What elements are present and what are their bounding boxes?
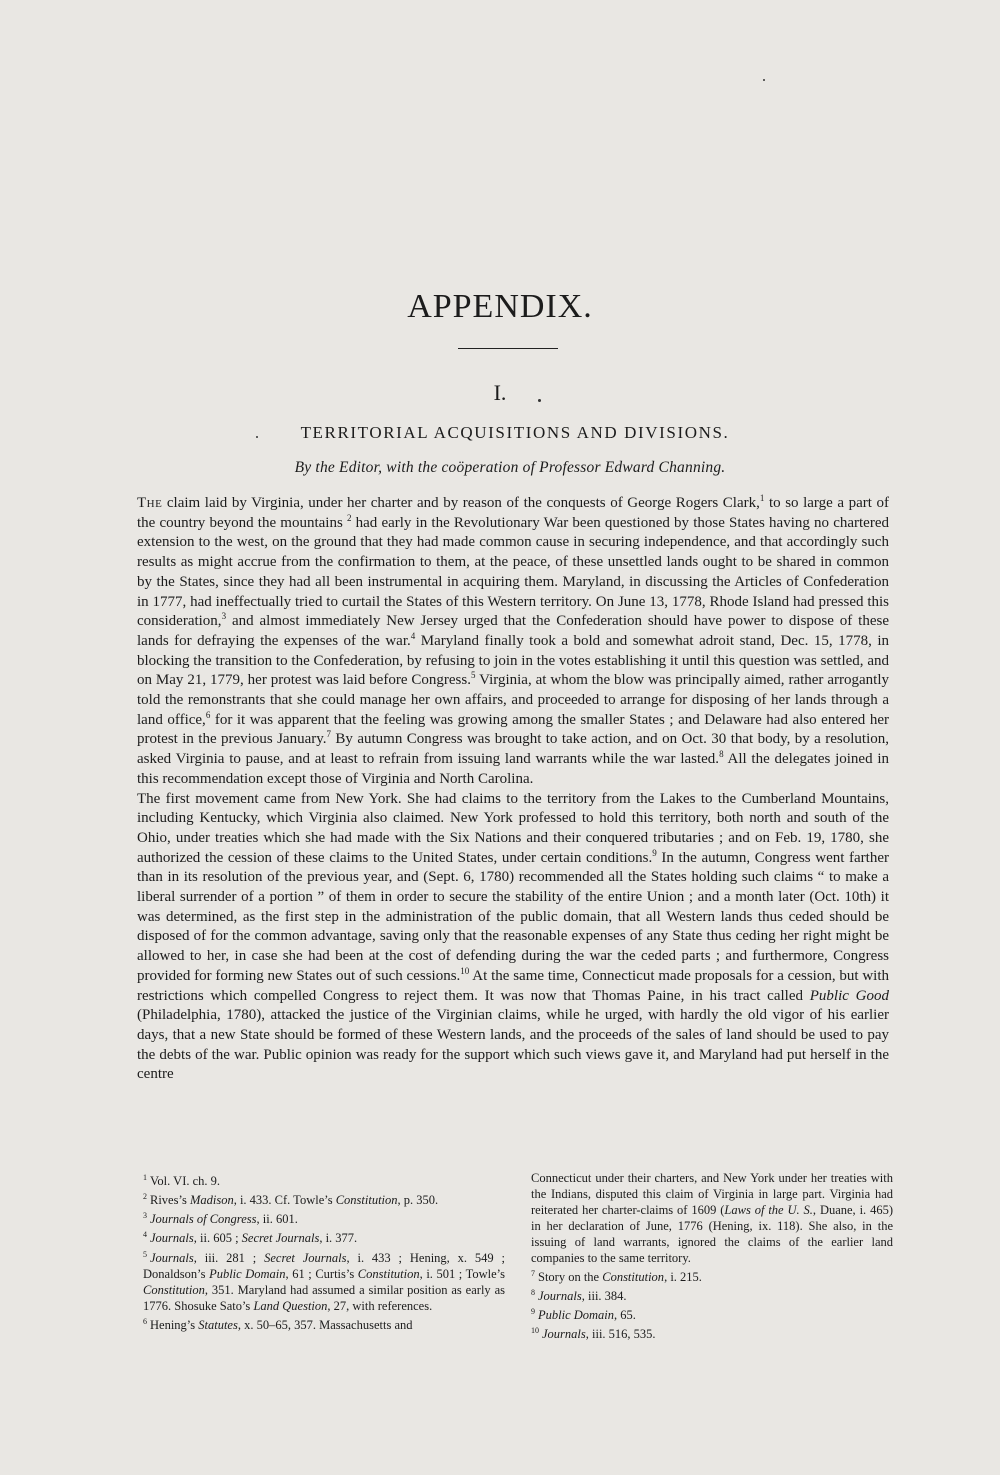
footnote-italic: Journals [538, 1289, 582, 1304]
footnote-italic: Journals [542, 1327, 586, 1342]
footnote-italic: Laws of the U. S. [724, 1203, 813, 1217]
footnote-text: Rives’s [150, 1193, 190, 1208]
text-run: The first movement came from New York. She had claims to the territory from the Lakes to the Cumberland Mountains, including Kentucky, which Virginia also claimed. New York professed to hold this territory, both north and south of the Ohio, under treaties which she had made with the Six Nations and their conquered tributaries ; and on Feb. 19, 1780, she authorized the cession of these claims to the United States, under certain conditions. [137, 790, 889, 866]
footnote-ref: 1 [759, 493, 765, 503]
footnote-italic: Secret Journals [264, 1250, 347, 1265]
footnote-text: , i. 215. [664, 1270, 702, 1285]
footnote-italic: Secret Journals [241, 1231, 320, 1246]
text-run: for it was apparent that the feeling was growing among the smaller States ; and Delaware had also entered her protest in the previous January. [137, 711, 889, 748]
footnote-number: 9 [531, 1307, 535, 1317]
footnote-6-continued [531, 1170, 893, 1266]
footnote-text: Vol. VI. ch. 9. [150, 1174, 221, 1189]
footnote-number: 4 [143, 1230, 147, 1240]
footnote-ref: 5 [471, 670, 476, 681]
footnote-number: 1 [143, 1173, 147, 1182]
footnote-text: , 65. [614, 1308, 636, 1323]
footnote-italic: Journals of Congress [150, 1212, 257, 1227]
footnote-ref: 2 [346, 512, 352, 523]
text-run: to so large a part of the country beyond the mountains [137, 495, 890, 531]
footnote-text: , p. 350. [397, 1193, 439, 1208]
footnote-number: 10 [531, 1326, 539, 1336]
footnote-italic: Constitution [357, 1266, 420, 1281]
footnote-number: 3 [143, 1211, 147, 1221]
footnote-text: , i. 433. Cf. Towle’s [233, 1193, 336, 1208]
footnote-text: , ii. 601. [256, 1212, 298, 1227]
main-text [137, 494, 889, 1085]
footnote-italic: Journals [150, 1231, 194, 1246]
footnote-number: 8 [531, 1288, 535, 1298]
footnote-ref: 10 [460, 965, 470, 976]
footnote-ref: 8 [719, 749, 724, 760]
footnote-text: , i. 501 ; Towle’s [419, 1266, 505, 1281]
page-title: APPENDIX. [407, 288, 593, 325]
footnotes-left-column [143, 1170, 505, 1343]
footnote-9 [531, 1304, 893, 1323]
footnote-6 [143, 1314, 505, 1333]
footnotes [143, 1170, 893, 1343]
footnote-italic: Journals [150, 1250, 194, 1265]
title-divider [458, 348, 558, 349]
footnotes-right-column [531, 1170, 893, 1343]
text-run: had early in the Revolutionary War been questioned by those States having no chartered extension to the west, on the ground that they had made common cause in securing independence, and that accordingly such results as might accrue from the confirmation to them, at the peace, of these unsettled lands ought to be shared in common by the States, since they had all been instrumental in acquiring them. Maryland, in discussing the Articles of Confederation in 1777, had ineffectually tried to curtail the States of this Western territory. On June 13, 1778, Rhode Island had pressed this consideration, [137, 514, 889, 630]
footnote-italic: Statutes [198, 1317, 238, 1332]
footnote-italic: Constitution [143, 1282, 205, 1297]
footnote-ref: 6 [205, 709, 211, 720]
footnote-text: Connecticut under their charters, and New York under her treaties with the Indians, disputed this claim of Virginia in large part. Virginia had reiterated her charter-claims of 1609 ( [531, 1171, 893, 1217]
text-run: In the autumn, Congress went farther than in its resolution of the previous year, and (Sept. 6, 1780) recommended all the States holding such claims “ to make a liberal surrender of a portion ” of them in order to secure the stability of the entire Union ; and a month later (Oct. 10th) it was determined, as the first step in the administration of the public domain, that all Western lands thus ceded should be disposed of for the common advantage, saving only that the reasonable expenses of any State thus ceding her right might be allowed to her, in case she had been at the cost of defending during the war the ceded parts ; and furthermore, Congress provided for forming new States out of such cessions. [137, 849, 889, 984]
footnote-text: , i. 377. [319, 1231, 358, 1246]
footnote-10 [531, 1323, 893, 1342]
opening-word: The [137, 495, 163, 511]
text-run: At the same time, Connecticut made proposals for a cession, but with restrictions which compelled Congress to reject them. It was now that Thomas Paine, in his tract called [137, 967, 890, 1004]
footnote-number: 7 [531, 1269, 535, 1278]
footnote-ref: 4 [410, 630, 416, 641]
footnote-5 [143, 1247, 505, 1314]
footnote-text: , 27, with references. [327, 1298, 433, 1313]
print-speck [763, 79, 765, 81]
footnote-ref: 7 [326, 729, 332, 740]
footnote-text: , iii. 281 ; [193, 1250, 265, 1265]
section-byline: By the Editor, with the coöperation of Professor Edward Channing. [294, 459, 726, 476]
footnote-number: 6 [143, 1316, 147, 1326]
text-run: All the delegates joined in this recommendation except those of Virginia and North Carolina. [137, 751, 889, 787]
footnote-text: , i. 433 ; Hening, x. 549 ; Donaldson’s [143, 1250, 505, 1281]
footnote-text: , x. 50–65, 357. Massachusetts and [237, 1317, 413, 1332]
footnote-text: , Duane, i. 465) in her declaration of June, 1776 (Hening, ix. 118). She also, in the issuing of land warrants, ignored the claims of the earlier land companies to the same territory. [531, 1203, 893, 1265]
footnote-ref: 3 [221, 611, 227, 622]
footnote-italic: Land Question [253, 1298, 328, 1313]
footnote-italic: Public Domain [538, 1308, 615, 1323]
section-number: I. [493, 380, 507, 405]
text-run: and almost immediately New Jersey urged that the Confederation should have power to dispose of these lands for defraying the expenses of the war. [137, 613, 889, 649]
footnote-italic: Madison [189, 1193, 234, 1208]
print-speck [256, 436, 258, 438]
text-run: Virginia, at whom the blow was principally aimed, rather arrogantly told the remonstrants that she could manage her own affairs, and proceeded to arrange for disposing of her lands through a land office, [137, 672, 889, 728]
text-run: (Philadelphia, 1780), attacked the justice of the Virginian claims, while he urged, with hardly the old vigor of his earlier days, that a new State should be formed of these Western lands, and the proceeds of the sales of land should be used to pay the debts of the war. Public opinion was ready for the support which such views gave it, and Maryland had put herself in the centre [137, 1007, 889, 1083]
footnote-8 [531, 1285, 893, 1304]
footnote-number: 5 [143, 1249, 147, 1259]
footnote-4 [143, 1227, 505, 1246]
footnote-ref: 9 [652, 847, 657, 858]
italic-title: Public Good [809, 987, 889, 1004]
text-run: By autumn Congress was brought to take action, and on Oct. 30 that body, by a resolution, asked Virginia to pause, and at least to refrain from issuing land warrants while the war lasted. [137, 731, 889, 768]
section-title: TERRITORIAL ACQUISITIONS AND DIVISIONS. [300, 423, 730, 442]
footnote-text: Hening’s [150, 1317, 199, 1332]
footnote-italic: Constitution [335, 1193, 398, 1208]
footnote-text: , ii. 605 ; [193, 1231, 242, 1246]
footnote-text: , iii. 384. [581, 1289, 627, 1304]
footnote-text: , iii. 516, 535. [585, 1327, 656, 1342]
footnote-3 [143, 1208, 505, 1227]
paragraph-2 [137, 790, 889, 1086]
footnote-number: 2 [143, 1192, 147, 1202]
footnote-text: Story on the [538, 1270, 603, 1285]
print-speck [538, 399, 541, 402]
footnote-2 [143, 1189, 505, 1208]
text-run: claim laid by Virginia, under her charter and by reason of the conquests of George Rogers Clark, [162, 495, 760, 511]
footnote-italic: Constitution [602, 1270, 665, 1285]
footnote-italic: Public Domain [209, 1266, 286, 1281]
paragraph-1 [137, 494, 889, 790]
footnote-text: , 351. Maryland had assumed a similar position as early as 1776. Shosuke Sato’s [143, 1282, 505, 1313]
footnote-1 [143, 1170, 505, 1189]
footnote-7 [531, 1266, 893, 1285]
footnote-text: , 61 ; Curtis’s [285, 1266, 358, 1281]
text-run: Maryland finally took a bold and somewhat adroit stand, Dec. 15, 1778, in blocking the transition to the Confederation, by refusing to join in the votes establishing it until this question was settled, and on May 21, 1779, her protest was laid before Congress. [137, 632, 889, 689]
